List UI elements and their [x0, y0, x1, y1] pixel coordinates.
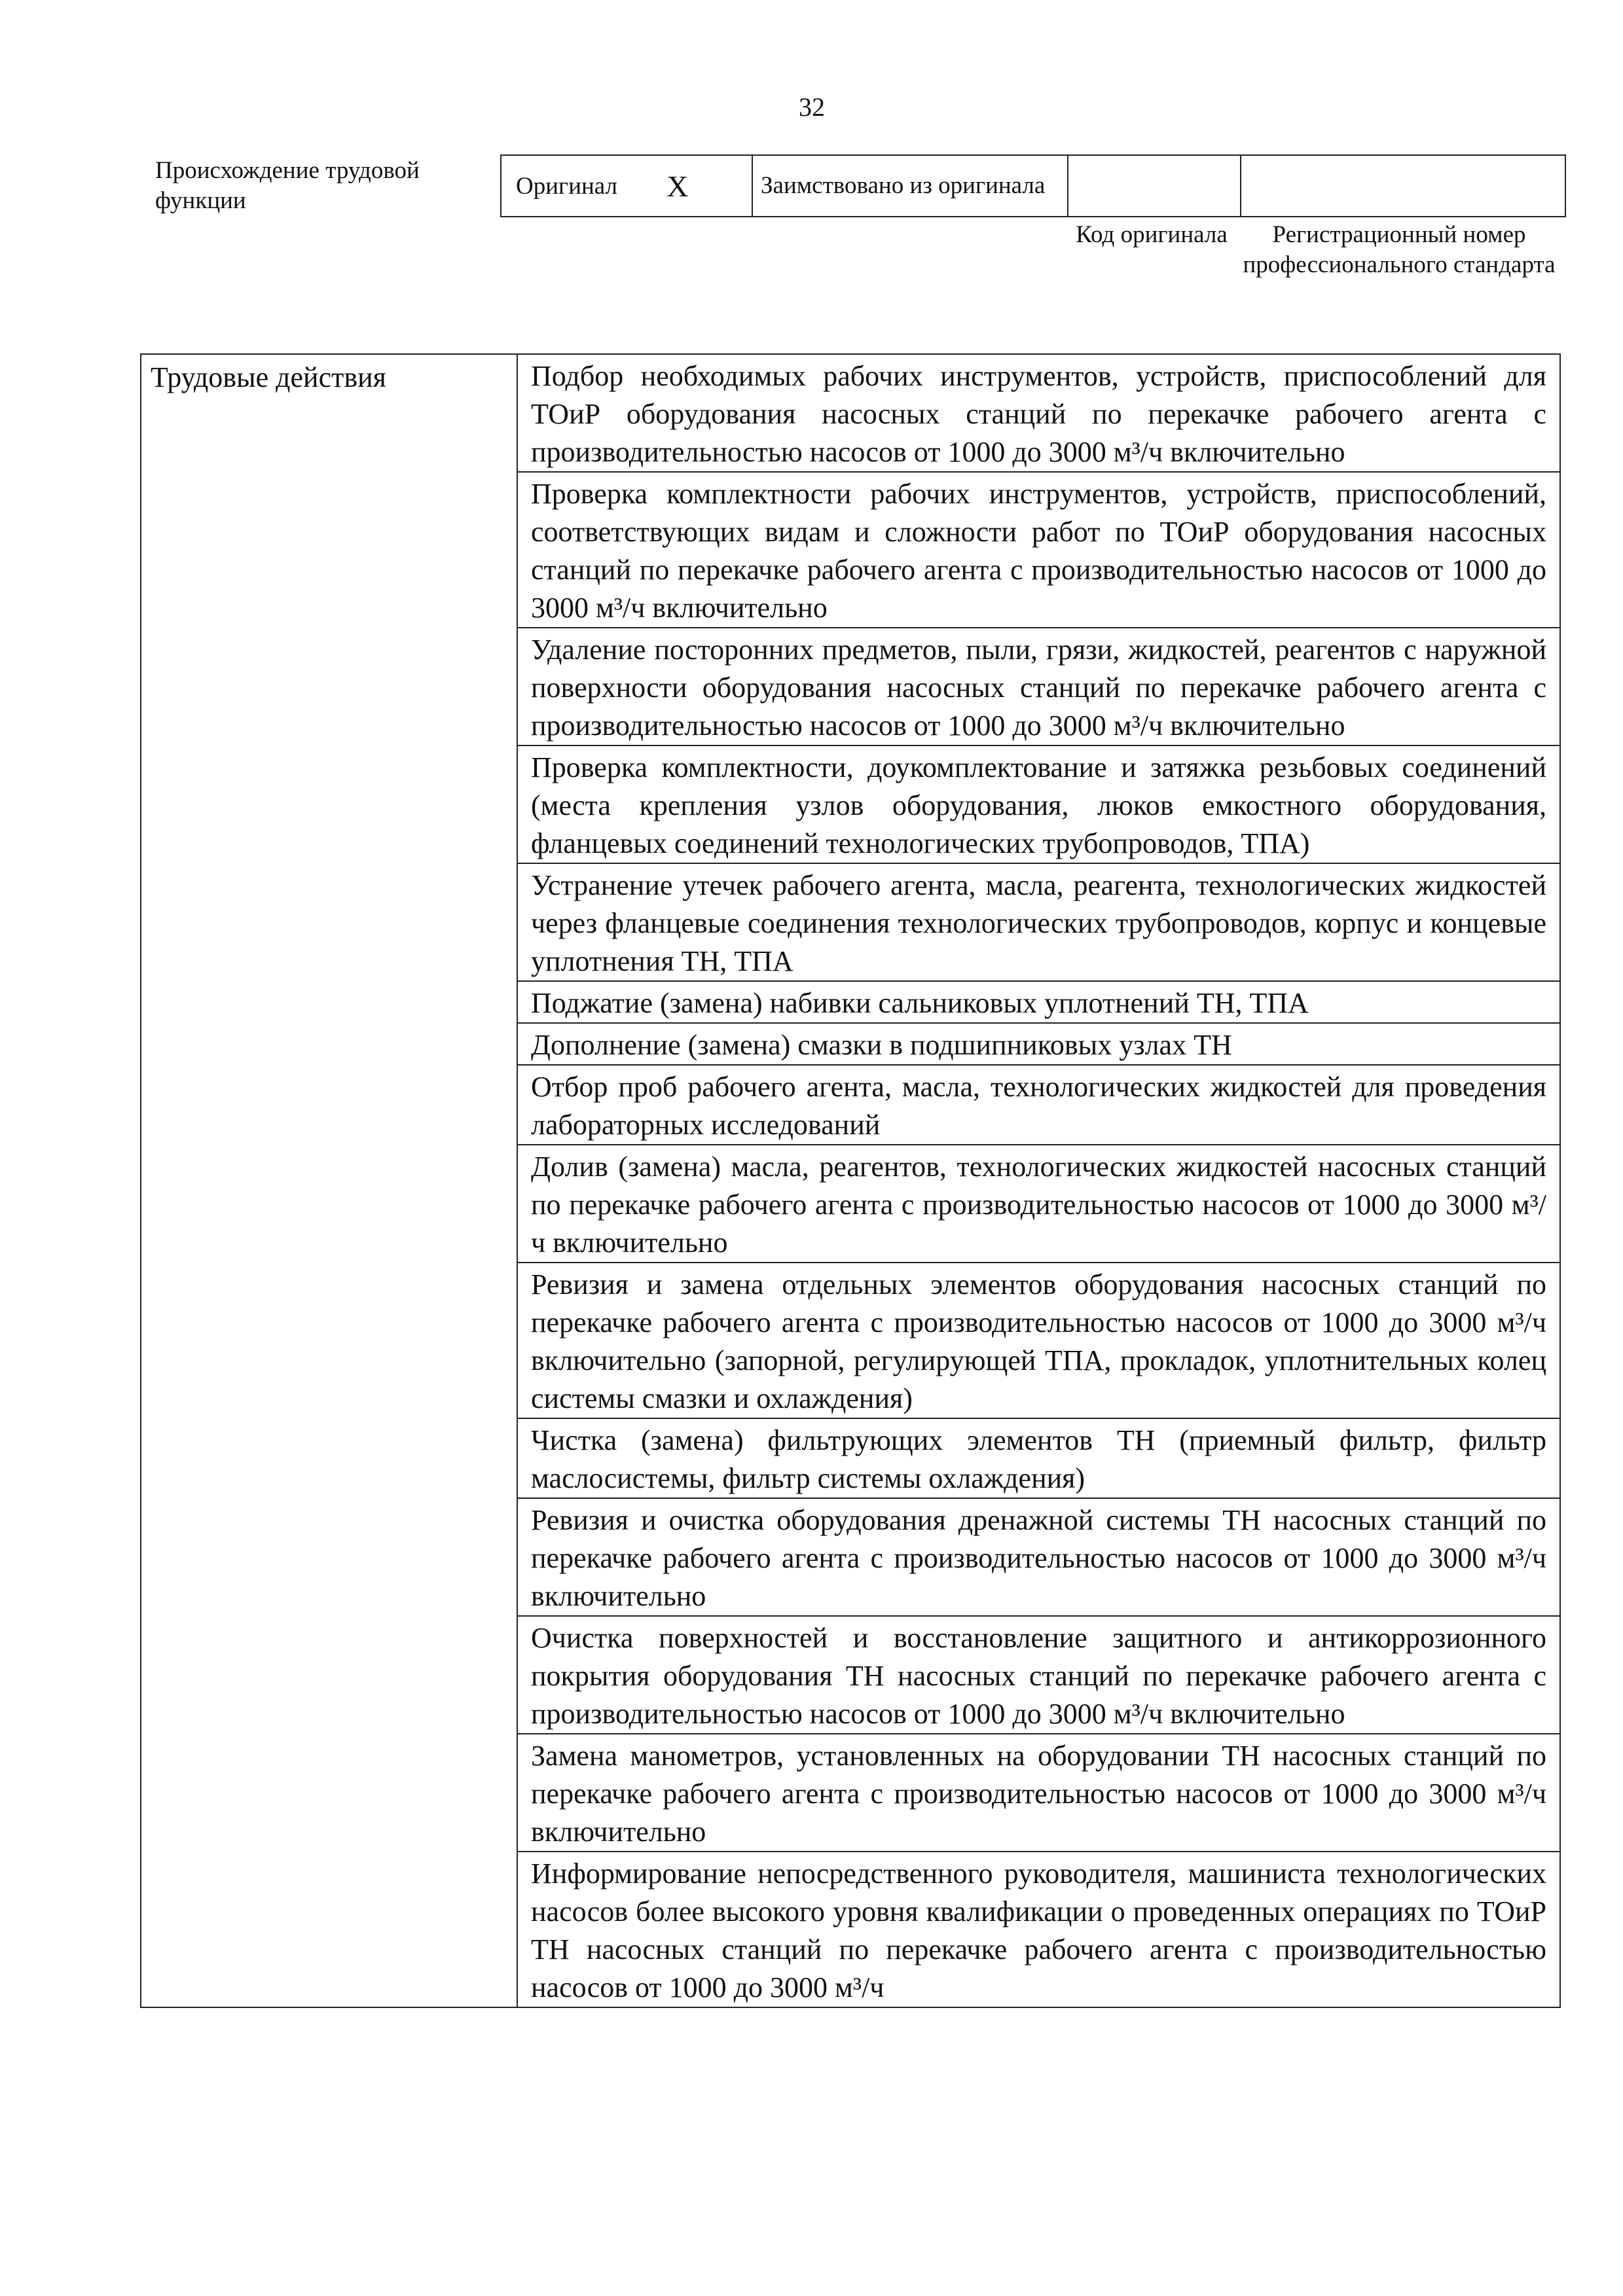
- original-label: Оригинал: [516, 172, 618, 200]
- origin-label: Происхождение трудовой функции: [155, 157, 420, 214]
- labor-action-item: Замена манометров, установленных на оборудовании ТН насосных станций по перекачке рабочего агента с производительностью насосов от 1000 до 3000 м³/ч включительно: [517, 1734, 1560, 1852]
- labor-action-item: Проверка комплектности, доукомплектование и затяжка резьбовых соединений (места крепления узлов оборудования, люков емкостного оборудования, фланцевых соединений технологических трубопроводов, ТПА): [517, 745, 1560, 863]
- reg-number-caption: Регистрационный номер профессионального стандарта: [1243, 221, 1556, 278]
- labor-actions-table: [140, 353, 1561, 2008]
- labor-action-item: Дополнение (замена) смазки в подшипниковых узлах ТН: [517, 1023, 1560, 1065]
- labor-action-item: Ревизия и замена отдельных элементов оборудования насосных станций по перекачке рабочего агента с производительностью насосов от 1000 до 3000 м³/ч включительно (запорной, регулирующей ТПА, прокладок, уплотнительных колец системы смазки и охлаждения): [517, 1263, 1560, 1418]
- original-mark: X: [666, 169, 689, 203]
- labor-action-item: Очистка поверхностей и восстановление защитного и антикоррозионного покрытия оборудования ТН насосных станций по перекачке рабочего агента с производительностью насосов от 1000 до 3000 м³/ч включительно: [517, 1616, 1560, 1734]
- code-cell: [1068, 155, 1241, 217]
- labor-action-item: Удаление посторонних предметов, пыли, грязи, жидкостей, реагентов с наружной поверхности оборудования насосных станций по перекачке рабочего агента с производительностью насосов от 1000 до 3000 м³/ч включительно: [517, 628, 1560, 745]
- labor-actions-header: Трудовые действия: [141, 354, 517, 2007]
- labor-action-item: Ревизия и очистка оборудования дренажной системы ТН насосных станций по перекачке рабочего агента с производительностью насосов от 1000 до 3000 м³/ч включительно: [517, 1498, 1560, 1616]
- borrowed-cell: Заимствовано из оригинала: [752, 155, 1068, 217]
- code-caption: Код оригинала: [1076, 221, 1228, 248]
- labor-action-item: Отбор проб рабочего агента, масла, технологических жидкостей для проведения лабораторных исследований: [517, 1065, 1560, 1145]
- labor-action-item: Долив (замена) масла, реагентов, технологических жидкостей насосных станций по перекачке рабочего агента с производительностью насосов от 1000 до 3000 м³/ч включительно: [517, 1145, 1560, 1263]
- labor-action-item: Подбор необходимых рабочих инструментов, устройств, приспособлений для ТОиР оборудования насосных станций по перекачке рабочего агента с производительностью насосов от 1000 до 3000 м³/ч включительно: [517, 354, 1560, 472]
- labor-action-item: Поджатие (замена) набивки сальниковых уплотнений ТН, ТПА: [517, 981, 1560, 1023]
- labor-action-item: Чистка (замена) фильтрующих элементов ТН (приемный фильтр, фильтр маслосистемы, фильтр системы охлаждения): [517, 1418, 1560, 1498]
- original-cell: [501, 155, 752, 217]
- labor-action-item: Информирование непосредственного руководителя, машиниста технологических насосов более высокого уровня квалификации о проведенных операциях по ТОиР ТН насосных станций по перекачке рабочего агента с производительностью насосов от 1000 до 3000 м³/ч: [517, 1852, 1560, 2007]
- page-number: 32: [799, 92, 825, 122]
- labor-action-item: Проверка комплектности рабочих инструментов, устройств, приспособлений, соответствующих видам и сложности работ по ТОиР оборудования насосных станций по перекачке рабочего агента с производительностью насосов от 1000 до 3000 м³/ч включительно: [517, 472, 1560, 628]
- origin-table: [500, 154, 1566, 217]
- reg-number-cell: [1241, 155, 1565, 217]
- labor-action-item: Устранение утечек рабочего агента, масла, реагента, технологических жидкостей через фланцевые соединения технологических трубопроводов, корпус и концевые уплотнения ТН, ТПА: [517, 863, 1560, 981]
- table-row: [141, 354, 1560, 472]
